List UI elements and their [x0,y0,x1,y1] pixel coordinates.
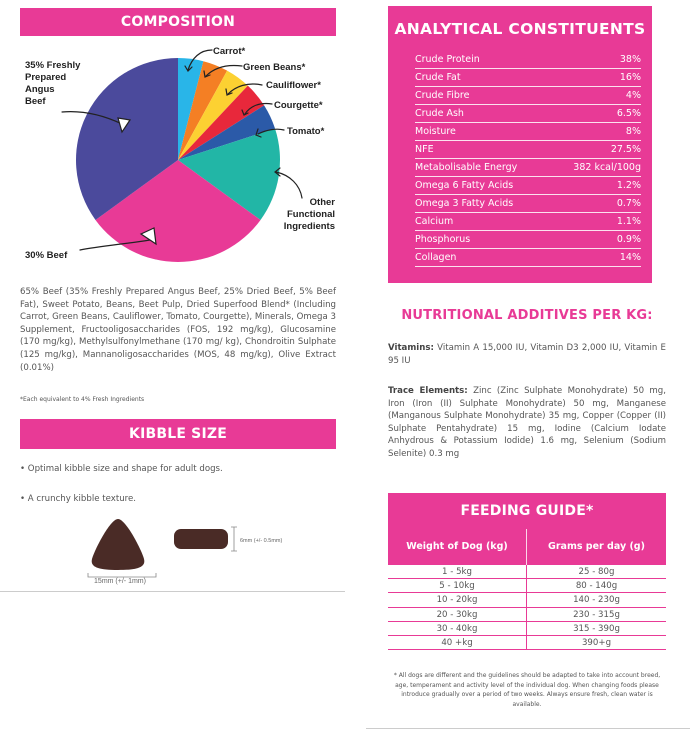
feeding-grams: 390+g [581,638,612,648]
analytical-name: Crude Fibre [415,90,470,101]
trace-elements-value: Zinc (Zinc Sulphate Monohydrate) 50 mg, Iron (Iron (II) Sulphate Monohydrate) 50 mg, Manganese (Manganous Sulphate Monohydrate) 35 mg, Copper (Copper (II) Sulphate Pentahydrate) 15 mg, Iodine (Calcium Iodate Anhydrous & Potassium Iodide) 1.6 mg, Selenium (Sodium Selenite) 0.3 mg [388,386,666,459]
label-carrot: Carrot* [213,46,246,57]
vitamins-value: Vitamin A 15,000 IU, Vitamin D3 2,000 IU, Vitamin E 95 IU [388,343,666,366]
feeding-grams: 230 - 315g [573,609,620,620]
analytical-name: Omega 6 Fatty Acids [415,180,514,191]
kibble-header [20,419,336,449]
kibble-triangle [92,519,145,570]
analytical-value: 4% [625,90,641,101]
analytical-name: NFE [415,144,434,155]
label-angus-4: Beef [25,96,46,107]
feeding-title: FEEDING GUIDE* [460,503,594,519]
analytical-name: Crude Protein [415,54,480,65]
composition-title: COMPOSITION [120,14,236,30]
analytical-name: Collagen [415,252,457,263]
analytical-value: 8% [625,126,641,137]
feeding-col-weight: Weight of Dog (kg) [388,529,527,565]
analytical-row [415,52,641,69]
analytical-value: 0.7% [616,198,641,209]
analytical-value: 6.5% [616,108,641,119]
analytical-row [415,178,641,195]
feeding-row [388,622,666,636]
feeding-weight: 20 - 30kg [388,608,527,622]
additives-title: NUTRITIONAL ADDITIVES PER KG: [401,308,653,323]
label-angus-1: 35% Freshly [25,60,81,71]
feeding-row [388,636,666,650]
analytical-name: Moisture [415,126,456,137]
analytical-row [415,196,641,213]
height-dimension-line [231,527,237,551]
composition-header [20,8,336,36]
analytical-row [415,142,641,159]
feeding-row [388,579,666,593]
analytical-row [415,70,641,87]
analytical-value: 38% [619,54,641,65]
label-green-beans: Green Beans* [243,62,306,73]
kibble-title: KIBBLE SIZE [129,426,227,442]
composition-pie-chart [0,40,345,275]
label-beef: 30% Beef [25,250,68,261]
vitamins-text [388,342,666,367]
label-other-1: Other [309,197,335,208]
analytical-name: Omega 3 Fatty Acids [415,198,514,209]
feeding-row [388,593,666,607]
kibble-illustration [80,515,320,585]
trace-elements-text [388,385,666,461]
composition-footnote: *Each equivalent to 4% Fresh Ingredients [20,396,145,403]
analytical-row [415,106,641,123]
feeding-col-grams: Grams per day (g) [548,541,645,552]
analytical-name: Crude Ash [415,108,464,119]
label-tomato: Tomato* [287,126,325,137]
analytical-row [415,250,641,267]
feeding-weight: 40 +kg [388,636,527,650]
label-other-2: Functional [286,209,335,220]
analytical-value: 0.9% [616,234,641,245]
analytical-title: ANALYTICAL CONSTITUENTS [394,20,646,38]
label-courgette: Courgette* [274,100,323,111]
kibble-height-label: 6mm (+/- 0.5mm) [240,538,283,544]
label-cauliflower: Cauliflower* [266,80,321,91]
left-bottom-rule [0,591,345,592]
analytical-name: Metabolisable Energy [415,162,518,173]
feeding-weight: 30 - 40kg [388,622,527,636]
analytical-value: 382 kcal/100g [573,162,641,173]
analytical-row [415,232,641,249]
kibble-width-label: 15mm (+/- 1mm) [94,578,146,585]
feeding-grams: 315 - 390g [573,623,620,634]
label-angus-2: Prepared [25,72,67,83]
analytical-value: 16% [619,72,641,83]
analytical-value: 14% [619,252,641,263]
kibble-bullet-1: • Optimal kibble size and shape for adult dogs. [20,464,223,474]
analytical-row [415,214,641,231]
feeding-grams: 80 - 140g [575,581,618,592]
analytical-value: 27.5% [610,144,641,155]
composition-text: 65% Beef (35% Freshly Prepared Angus Beef, 25% Dried Beef, 5% Beef Fat), Sweet Potato, Beans, Beet Pulp, Dried Superfood Blend* (Including Carrot, Green Beans, Cauliflower, Tomato, Courgette), Minerals, Omega 3 Supplement, Fructooligosaccharides (FOS, 192 mg/kg), Glucosamine (170 mg/kg), Methylsulfonylmethane (170 mg/ kg), Chondroitin Sulphate (125 mg/kg), Mannanoligosaccharides (MOS, 48 mg/kg), Olive Extract (0.01%) [20,287,336,373]
feeding-weight: 10 - 20kg [388,593,527,607]
feeding-grams: 25 - 80g [578,567,615,577]
label-angus-3: Angus [25,84,55,95]
label-other-3: Ingredients [283,221,335,232]
kibble-side-view [174,529,228,549]
feeding-weight: 1 - 5kg [388,565,527,579]
kibble-bullet-2: • A crunchy kibble texture. [20,494,137,504]
trace-elements-label: Trace Elements: [388,386,468,396]
right-bottom-rule [366,728,690,729]
feeding-grams: 140 - 230g [573,595,620,606]
analytical-panel [388,6,652,283]
analytical-row [415,160,641,177]
feeding-weight: 5 - 10kg [388,579,527,593]
feeding-footnote: * All dogs are different and the guidelines should be adapted to take into account breed, age, temperament and activity level of the individual dog. When changing foods please introduce gradually over a period of two weeks. Always ensure fresh, clean water is available. [393,672,661,708]
vitamins-label: Vitamins: [388,343,434,353]
pie-slices [76,58,280,262]
analytical-value: 1.1% [616,216,641,227]
analytical-name: Crude Fat [415,72,461,83]
feeding-header [388,493,666,529]
analytical-row [415,124,641,141]
feeding-row [388,608,666,622]
analytical-name: Phosphorus [415,234,471,245]
analytical-row [415,88,641,105]
feeding-table-header [388,529,666,565]
width-dimension-line [88,573,156,577]
feeding-row [388,565,666,579]
analytical-value: 1.2% [616,180,641,191]
analytical-name: Calcium [415,216,454,227]
